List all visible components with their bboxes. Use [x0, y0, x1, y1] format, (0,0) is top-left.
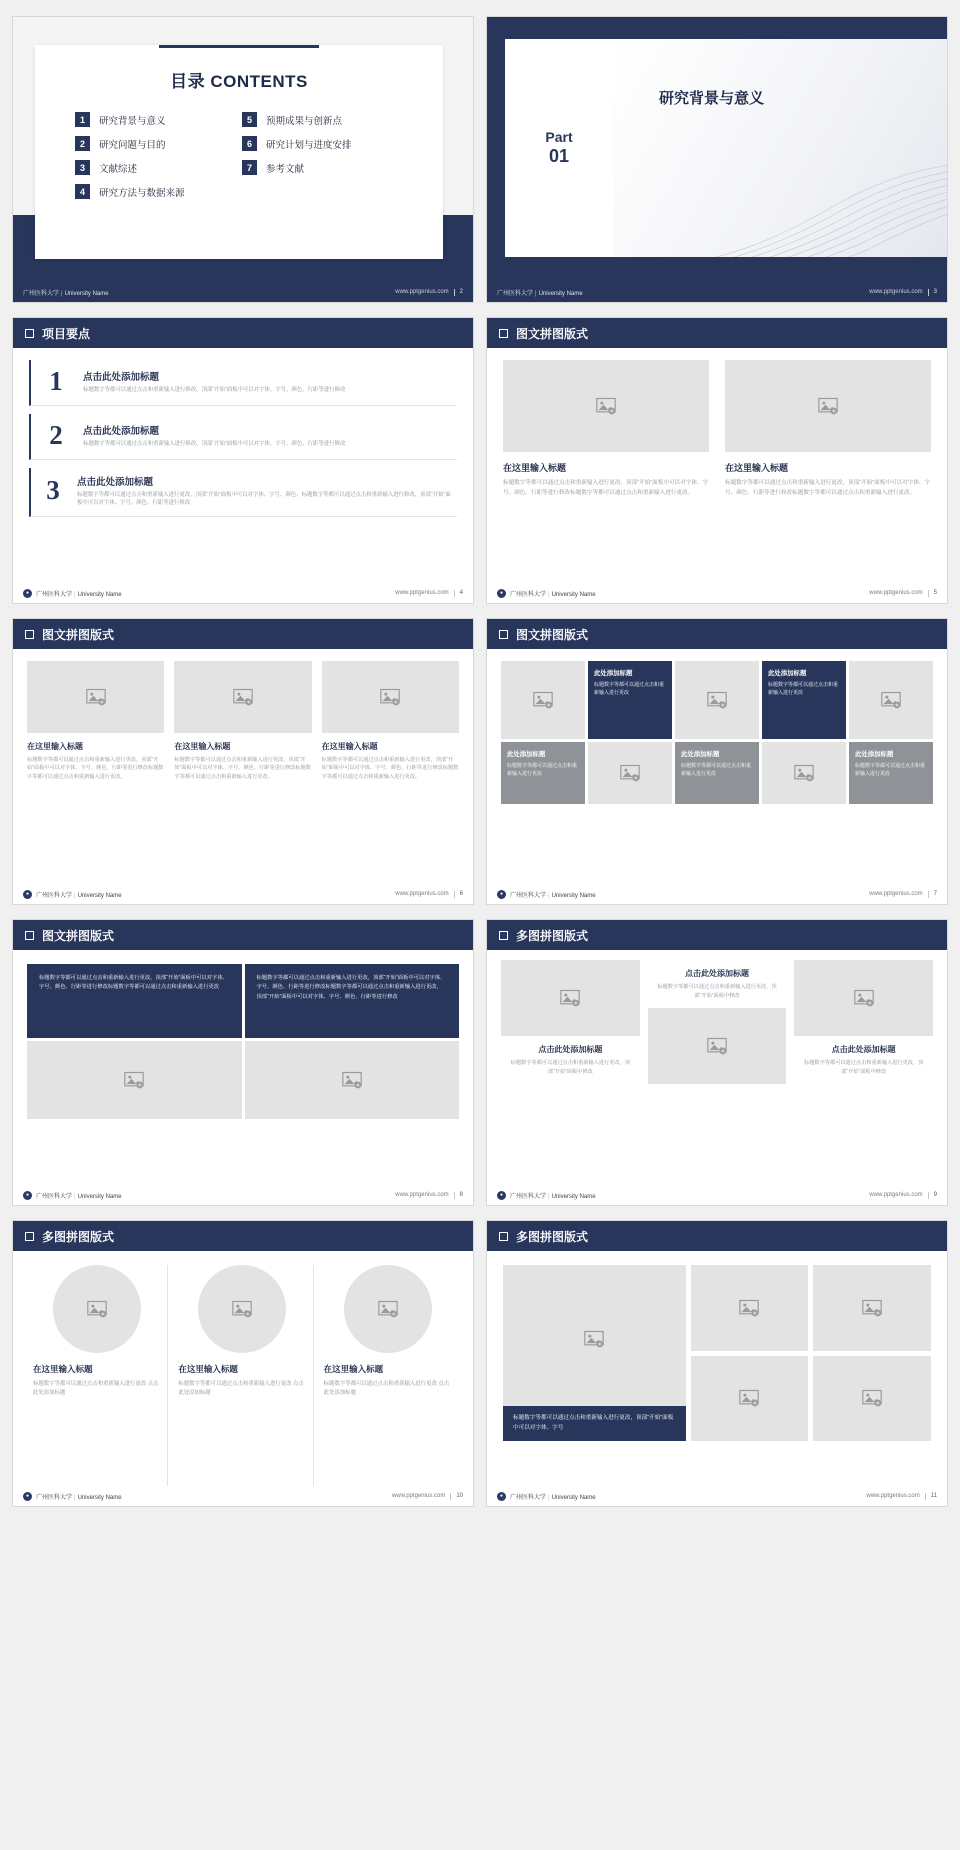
footer-university-en: University Name [538, 290, 583, 297]
footer-divider [454, 1192, 455, 1199]
tile-body: 标题数字等都可以通过点击和重新输入进行更改 [507, 763, 578, 777]
card-title: 在这里输入标题 [178, 1364, 238, 1374]
footer-site[interactable]: www.pptgenius.com [869, 891, 923, 897]
circle-grid [13, 1251, 473, 1486]
wave-decoration [657, 147, 947, 257]
toc-list [35, 112, 443, 199]
slide-header-title: 图文拼图版式 [42, 627, 115, 642]
page-number: 6 [459, 891, 463, 897]
card-title: 在这里输入标题 [27, 742, 83, 751]
text-tile[interactable] [27, 964, 242, 1038]
slide-header-title: 图文拼图版式 [516, 627, 589, 642]
footer-site[interactable]: www.pptgenius.com [395, 1192, 449, 1198]
slide-header-title: 图文拼图版式 [42, 928, 115, 943]
image-icon [862, 1390, 882, 1407]
toc-number: 4 [75, 184, 90, 199]
slide-circles[interactable] [12, 1220, 474, 1507]
footer-university-en: University Name [77, 1494, 122, 1501]
part-pane [613, 39, 947, 257]
key-point-number: 3 [46, 475, 60, 506]
page-number: 7 [933, 891, 937, 897]
square-icon [499, 630, 508, 639]
footer-site[interactable]: www.pptgenius.com [869, 289, 923, 295]
key-point-number: 1 [49, 366, 63, 396]
slide-header [487, 318, 947, 348]
toc-label: 研究问题与目的 [99, 139, 166, 151]
footer-university: 广州医科大学 | University Name [510, 1193, 596, 1200]
key-point-number: 2 [49, 420, 63, 450]
toc-number: 3 [75, 160, 90, 175]
image-placeholder[interactable] [762, 742, 846, 804]
slide-header-title: 多图拼图版式 [516, 928, 589, 943]
image-placeholder[interactable] [675, 661, 759, 739]
toc-item-7[interactable] [242, 160, 403, 175]
image-icon [596, 398, 616, 415]
image-icon [233, 689, 253, 706]
toc-item-5[interactable] [242, 112, 403, 127]
image-card[interactable] [174, 661, 311, 884]
footer-university-cn: 广州医科大学 [23, 290, 60, 297]
image-placeholder[interactable] [322, 661, 459, 733]
slide-three-image[interactable] [12, 618, 474, 905]
logo-icon: ● [497, 589, 506, 598]
page-number: 9 [933, 1192, 937, 1198]
footer-university-cn: 广州医科大学 [36, 591, 73, 598]
footer-university-cn: 广州医科大学 [510, 591, 547, 598]
key-point-title: 点击此处添加标题 [83, 371, 160, 383]
card-body: 标题数字等都可以通过点击和重新输入进行更改 点击此处添加标题 [33, 1381, 159, 1397]
image-placeholder[interactable] [27, 1041, 242, 1119]
image-placeholder[interactable] [174, 661, 311, 733]
footer-university-cn: 广州医科大学 [510, 892, 547, 899]
tile-title: 此处添加标题 [768, 670, 807, 677]
slide-header-title: 项目要点 [42, 326, 91, 341]
logo-icon: ● [23, 589, 32, 598]
slide-footer [13, 1185, 473, 1205]
card-title: 点击此处添加标题 [831, 1045, 896, 1054]
footer-university-cn: 广州医科大学 [36, 892, 73, 899]
image-placeholder[interactable] [344, 1265, 432, 1353]
footer-divider [928, 891, 929, 898]
image-icon [232, 1301, 252, 1318]
square-icon [499, 329, 508, 338]
page-number: 2 [459, 289, 463, 295]
footer-university-cn: 广州医科大学 [510, 1494, 547, 1501]
page-number: 4 [459, 590, 463, 596]
mosaic-text-tile[interactable] [501, 742, 585, 804]
slide-footer [487, 583, 947, 603]
page-number: 5 [933, 590, 937, 596]
toc-label: 预期成果与创新点 [266, 115, 343, 127]
image-icon [87, 1301, 107, 1318]
toc-item-1[interactable] [75, 112, 236, 127]
footer-divider [928, 590, 929, 597]
key-point-body: 标题数字等都可以通过点击和重新输入进行更改，顶部“开始”面板中可以对字体、字号、颜色、标题数字等都可以通过点击和重新输入进行修改，顶部“开始”面板中可以对字体、字号、颜色、行距等进行修改 [76, 492, 451, 507]
logo-icon: ● [497, 1191, 506, 1200]
image-placeholder[interactable] [691, 1356, 809, 1442]
slide-footer [13, 583, 473, 603]
toc-label: 研究背景与意义 [99, 115, 166, 127]
tile-title: 此处添加标题 [855, 751, 894, 758]
image-row [27, 1041, 459, 1119]
square-icon [25, 1232, 34, 1241]
image-placeholder[interactable] [691, 1265, 809, 1351]
card-title: 在这里输入标题 [174, 742, 231, 751]
toc-item-4[interactable] [75, 184, 236, 199]
footer-site[interactable]: www.pptgenius.com [866, 1493, 920, 1499]
page-title [35, 45, 443, 92]
slide-big-grid[interactable] [486, 1220, 948, 1507]
footer-university-cn: 广州医科大学 [36, 1494, 73, 1501]
toc-item-6[interactable] [242, 136, 403, 151]
image-icon [707, 692, 727, 709]
toc-number: 5 [242, 112, 257, 127]
card-title: 在这里输入标题 [33, 1364, 93, 1374]
key-point-title: 点击此处添加标题 [76, 477, 153, 488]
image-placeholder[interactable] [813, 1356, 931, 1442]
slide-footer [487, 1185, 947, 1205]
image-placeholder[interactable] [27, 661, 164, 733]
image-icon [620, 765, 640, 782]
tile-title: 此处添加标题 [681, 751, 720, 758]
logo-icon: ● [23, 890, 32, 899]
tile-body: 标题数字等都可以通过点击和重新输入进行更改 [768, 682, 839, 696]
logo-icon: ● [23, 1492, 32, 1501]
footer-university-en: University Name [551, 1193, 596, 1200]
image-icon [584, 1330, 604, 1347]
footer-divider [925, 1493, 926, 1500]
footer-university-en: University Name [77, 892, 122, 899]
footer-divider [928, 289, 929, 296]
card-body: 标题数字等都可以通过点击和重新输入进行更改，顶部“开始”面板中可以对字体、字号、颜色、行距等进行修改标题数字等都可以通过点击和重新输入进行更改。 [503, 480, 709, 496]
toc-label: 文献综述 [99, 163, 138, 175]
footer-university: 广州医科大学 | University Name [23, 290, 109, 297]
image-icon [380, 689, 400, 706]
card-body: 标题数字等都可以通过点击和重新输入进行更改 点击此处添加标题 [178, 1381, 304, 1397]
image-icon [342, 1072, 362, 1089]
image-icon [881, 692, 901, 709]
footer-university-en: University Name [77, 591, 122, 598]
image-icon [707, 1038, 727, 1055]
card-title: 在这里输入标题 [503, 463, 567, 473]
image-placeholder[interactable] [503, 360, 709, 452]
key-point-row[interactable] [29, 360, 457, 406]
footer-divider [450, 1493, 451, 1500]
toc-label: 研究方法与数据来源 [99, 187, 185, 199]
key-point-row[interactable] [29, 414, 457, 460]
image-placeholder[interactable] [813, 1265, 931, 1351]
card-title: 点击此处添加标题 [684, 969, 749, 978]
mosaic-grid [487, 649, 947, 884]
image-placeholder[interactable] [725, 360, 931, 452]
logo-icon: ● [497, 1492, 506, 1501]
part-word: Part [545, 129, 573, 145]
key-point-title: 点击此处添加标题 [83, 425, 160, 437]
key-point-list [13, 348, 473, 583]
toc-number: 6 [242, 136, 257, 151]
slide-header [13, 1221, 473, 1251]
footer-university: 广州医科大学 | University Name [36, 591, 122, 598]
slide-grid [12, 16, 948, 1507]
footer-university-cn: 广州医科大学 [36, 1193, 73, 1200]
image-icon [124, 1072, 144, 1089]
footer-university-cn: 广州医科大学 [497, 290, 534, 297]
part-number: 01 [548, 146, 570, 166]
key-point-body: 标题数字等都可以通过点击和重新输入进行修改，顶部“开始”面板中可以对字体、字号、颜色、行距等进行修改 [83, 386, 346, 393]
slide-header [13, 619, 473, 649]
slide-header [487, 920, 947, 950]
tile-body: 标题数字等都可以通过点击和重新输入进行更改 [594, 682, 665, 696]
mosaic-text-tile[interactable] [849, 742, 933, 804]
caption [648, 960, 787, 1000]
image-placeholder[interactable] [794, 960, 933, 1036]
image-placeholder[interactable] [501, 960, 640, 1036]
tile-title: 此处添加标题 [594, 670, 633, 677]
footer-university: 广州医科大学 | University Name [36, 1193, 122, 1200]
image-placeholder[interactable] [198, 1265, 286, 1353]
three-image-grid [13, 649, 473, 884]
toc-number: 2 [75, 136, 90, 151]
footer-divider [454, 590, 455, 597]
footer-university: 广州医科大学 | University Name [36, 1494, 122, 1501]
image-placeholder[interactable] [648, 1008, 787, 1084]
slide-mosaic[interactable] [486, 618, 948, 905]
image-icon [862, 1299, 882, 1316]
slide-part-cover[interactable] [486, 16, 948, 303]
slide-header [13, 318, 473, 348]
page-number: 10 [456, 1493, 463, 1499]
footer-site[interactable]: www.pptgenius.com [391, 1493, 446, 1499]
image-icon [739, 1390, 759, 1407]
footer-university-en: University Name [64, 290, 109, 297]
page-title-en: CONTENTS [210, 72, 308, 91]
contents-card [35, 45, 443, 259]
card-body: 标题数字等都可以通过点击和重新输入进行更改 点击此处添加标题 [323, 1381, 450, 1397]
page-title-cn: 目录 [170, 72, 206, 91]
card-title: 在这里输入标题 [321, 742, 378, 751]
footer-university: 广州医科大学 | University Name [497, 290, 583, 297]
card-title: 在这里输入标题 [725, 463, 789, 473]
image-icon [533, 692, 553, 709]
text-tile-body: 标题数字等都可以通过点击和重新输入进行更改，顶部“开始”面板中可以对字体、字号、颜色、行距等进行修改标题数字等都可以通过点击和重新输入进行更改，顶部“开始”面板中可以对字体、字号、颜色、行距等进行修改 [256, 975, 446, 1000]
caption-strip [503, 1406, 686, 1441]
image-placeholder[interactable] [588, 742, 672, 804]
slide-text-top[interactable] [12, 919, 474, 1206]
card-title: 点击此处添加标题 [538, 1045, 603, 1054]
image-icon [560, 990, 580, 1007]
caption [794, 1036, 933, 1076]
key-point-body: 标题数字等都可以通过点击和重新输入进行修改，顶部“开始”面板中可以对字体、字号、颜色、行距等进行修改 [83, 440, 346, 447]
mosaic-text-tile[interactable] [588, 661, 672, 739]
tile-body: 标题数字等都可以通过点击和重新输入进行更改 [855, 763, 926, 777]
square-icon [25, 931, 34, 940]
image-icon [86, 689, 106, 706]
footer-university-en: University Name [77, 1193, 122, 1200]
slide-footer [13, 884, 473, 904]
slide-header [487, 1221, 947, 1251]
key-point-row[interactable] [29, 468, 457, 517]
footer-divider [454, 289, 455, 296]
footer-site[interactable]: www.pptgenius.com [395, 590, 449, 596]
footer-divider [928, 1192, 929, 1199]
toc-number: 1 [75, 112, 90, 127]
slide-staggered[interactable] [486, 919, 948, 1206]
toc-item-3[interactable] [75, 160, 236, 175]
staggered-grid [487, 950, 947, 1185]
slide-footer [13, 282, 473, 302]
image-placeholder[interactable] [501, 661, 585, 739]
text-tile-body: 标题数字等都可以通过点击和重新输入进行更改，顶部“开始”面板中可以对字体、字号、颜色、行距等进行修改标题数字等都可以通过点击和重新输入进行更改 [39, 975, 228, 991]
image-placeholder[interactable] [503, 1265, 686, 1441]
caption-text: 标题数字等都可以通过点击和重新输入进行更改，顶部“开始”面板中可以对字体、字号 [513, 1415, 674, 1431]
image-icon [378, 1301, 398, 1318]
footer-university: 广州医科大学 | University Name [510, 1494, 596, 1501]
page-number: 8 [459, 1192, 463, 1198]
footer-site[interactable]: www.pptgenius.com [869, 1192, 923, 1198]
image-icon [818, 398, 838, 415]
slide-contents[interactable] [12, 16, 474, 303]
logo-icon: ● [497, 890, 506, 899]
image-icon [739, 1299, 759, 1316]
toc-label: 研究计划与进度安排 [266, 139, 352, 151]
text-tile[interactable] [245, 964, 460, 1038]
image-card[interactable] [322, 661, 459, 884]
card-body: 标题数字等都可以通过点击和重新输入进行更改，顶部“开始”面板中可以对字体、字号、颜色、行距等进行修改标题数字等都可以通过点击和重新输入进行更改。 [725, 480, 931, 496]
footer-university: 广州医科大学 | University Name [510, 892, 596, 899]
part-badge [505, 39, 613, 257]
circle-card[interactable] [318, 1265, 459, 1486]
mosaic-text-tile[interactable] [762, 661, 846, 739]
card-body: 标题数字等都可以通过点击和重新输入进行更改，顶部“开始”面板中可以对字体、字号、颜色、行距等进行修改标题数字等都可以通过点击和重新输入进行更改。 [174, 757, 311, 780]
toc-item-2[interactable] [75, 136, 236, 151]
staggered-column [501, 960, 640, 1185]
footer-university-en: University Name [551, 1494, 596, 1501]
slide-two-image[interactable] [486, 317, 948, 604]
square-icon [25, 329, 34, 338]
card-body: 标题数字等都可以通过点击和重新输入进行更改，顶部“开始”面板中可以对字体、字号、颜色、行距等进行修改标题数字等都可以通过点击和重新输入进行更改。 [27, 757, 164, 780]
text-image-layout [13, 950, 473, 1185]
slide-header-title: 多图拼图版式 [516, 1229, 589, 1244]
page-number: 11 [930, 1493, 937, 1499]
text-row [27, 964, 459, 1038]
circle-card[interactable] [27, 1265, 168, 1486]
slide-header-title: 多图拼图版式 [42, 1229, 115, 1244]
tile-body: 标题数字等都可以通过点击和重新输入进行更改 [681, 763, 752, 777]
section-title: 研究背景与意义 [659, 90, 765, 107]
footer-university-en: University Name [551, 591, 596, 598]
toc-number: 7 [242, 160, 257, 175]
image-icon [854, 990, 874, 1007]
card-body: 标题数字等都可以通过点击和重新输入进行更改，顶部“开始”面板中修改 [657, 984, 777, 999]
footer-divider [454, 891, 455, 898]
footer-university-cn: 广州医科大学 [510, 1193, 547, 1200]
card-body: 标题数字等都可以通过点击和重新输入进行更改，顶部“开始”面板中可以对字体、字号、颜色、行距等进行修改标题数字等都可以通过点击和重新输入进行更改。 [321, 757, 459, 780]
image-icon [794, 765, 814, 782]
toc-label: 参考文献 [266, 163, 305, 175]
slide-header [13, 920, 473, 950]
slide-footer [487, 282, 947, 302]
slide-footer [487, 884, 947, 904]
image-placeholder[interactable] [53, 1265, 141, 1353]
footer-university: 广州医科大学 | University Name [36, 892, 122, 899]
square-icon [499, 1232, 508, 1241]
staggered-column [648, 960, 787, 1185]
caption [501, 1036, 640, 1076]
tile-title: 此处添加标题 [507, 751, 546, 758]
title-rule [159, 45, 319, 48]
image-placeholder[interactable] [245, 1041, 460, 1119]
staggered-column [794, 960, 933, 1185]
square-icon [499, 931, 508, 940]
footer-university: 广州医科大学 | University Name [510, 591, 596, 598]
square-icon [25, 630, 34, 639]
card-title: 在这里输入标题 [323, 1364, 384, 1374]
image-card[interactable] [503, 360, 709, 583]
slide-header-title: 图文拼图版式 [516, 326, 589, 341]
image-card[interactable] [725, 360, 931, 583]
card-body: 标题数字等都可以通过点击和重新输入进行更改，顶部“开始”面板中修改 [804, 1060, 924, 1075]
slide-footer [13, 1486, 473, 1506]
footer-site[interactable]: www.pptgenius.com [869, 590, 923, 596]
mosaic-text-tile[interactable] [675, 742, 759, 804]
footer-site[interactable]: www.pptgenius.com [395, 289, 449, 295]
slide-footer [487, 1486, 947, 1506]
logo-icon: ● [23, 1191, 32, 1200]
circle-card[interactable] [172, 1265, 313, 1486]
footer-university-en: University Name [551, 892, 596, 899]
image-card[interactable] [27, 661, 164, 884]
card-body: 标题数字等都可以通过点击和重新输入进行更改，顶部“开始”面板中修改 [510, 1060, 630, 1075]
slide-header [487, 619, 947, 649]
big-grid-layout [487, 1251, 947, 1441]
two-image-grid [487, 348, 947, 583]
slide-key-points[interactable] [12, 317, 474, 604]
footer-site[interactable]: www.pptgenius.com [395, 891, 449, 897]
image-placeholder[interactable] [849, 661, 933, 739]
page-number: 3 [933, 289, 937, 295]
